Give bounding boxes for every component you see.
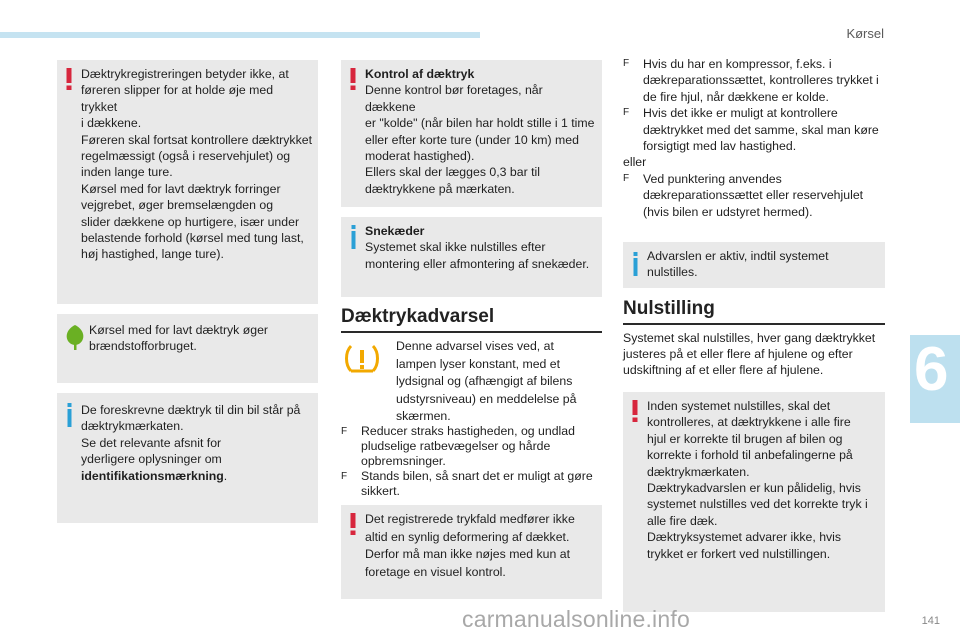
warning-box-visual-check	[341, 505, 602, 599]
page-number: 141	[921, 615, 940, 627]
chapter-tab	[910, 335, 960, 423]
info-i-icon	[67, 403, 73, 427]
identification-link-text: identifikationsmærkning	[81, 468, 224, 483]
warning-exclamation-icon	[65, 68, 73, 90]
list-item: F Reducer straks hastigheden, og undlad pludselige ratbevægelser og hårde opbremsninger.	[341, 424, 575, 468]
info-text: Snekæder Systemet skal ikke nulstilles efter montering eller afmontering af snekæder.	[365, 224, 590, 271]
warning-text: Kontrol af dæktryk Denne kontrol bør foretages, når dækkene er "kolde" (når bilen har holdt stille i 1 time eller efter korte ture (under 10 km) med moderat hastighed). Ellers skal der lægges 0,3 bar til dæktrykkene på mærkaten.	[365, 67, 595, 196]
header-accent-bar	[0, 32, 480, 38]
info-i-icon	[351, 225, 357, 249]
eco-box-fuel	[57, 314, 318, 383]
section-heading-tyre-alert: Dæktrykadvarsel	[341, 306, 495, 327]
list-item: F Ved punktering anvendes dækreparationssættet eller reservehjulet (hvis bilen er udstyret hermed).	[623, 171, 864, 219]
list-item: F Stands bilen, så snart det er muligt at gøre sikkert.	[341, 469, 593, 498]
tyre-alert-description: Denne advarsel vises ved, at lampen lyser konstant, med et lydsignal og (afhængigt af bilens udstyrsniveau) en meddelelse på skærmen.	[396, 339, 577, 423]
tyre-check-instructions	[623, 56, 885, 220]
list-item: F Hvis det ikke er muligt at kontrollere dæktrykket med det samme, skal man køre forsigtigt med lav hastighed.	[623, 106, 879, 154]
info-i-icon	[633, 252, 639, 276]
warning-text: Det registrerede trykfald medfører ikke altid en synlig deformering af dækket. Derfor må man ikke nøjes med kun at foretage en visuel kontrol.	[365, 512, 575, 579]
reset-paragraph: Systemet skal nulstilles, hver gang dæktrykket justeres på et eller flere af hjulene og efter udskiftning af et eller flere af hjulene.	[623, 331, 876, 377]
tyre-alert-actions-list	[341, 424, 603, 499]
warning-box-pressure-check	[341, 60, 602, 207]
warning-exclamation-icon	[349, 68, 357, 90]
section-heading-rule	[623, 323, 885, 325]
warning-box-reset	[623, 392, 885, 612]
tyre-pressure-warning-lamp-icon	[344, 343, 380, 375]
warning-text: Inden systemet nulstilles, skal det kontrolleres, at dæktrykkene i alle fire hjul er korrekte til brugen af bilen og korrekte i forhold til anbefalingerne på dæktrykmærkaten. Dæktrykadvarslen er kun pålidelig, hvis systemet nulstilles ved det korrekte tryk i alle fire dæk. Dæktryksystemet advarer ikke, hvis trykket er forkert ved nulstillingen.	[647, 399, 868, 561]
section-heading-rule	[341, 331, 602, 333]
warning-box-tyre-registration	[57, 60, 318, 304]
or-text: eller	[623, 155, 647, 170]
eco-text: Kørsel med for lavt dæktryk øger brændstofforbruget.	[89, 323, 269, 354]
watermark: carmanualsonline.info	[462, 606, 690, 632]
info-box-tyre-label	[57, 393, 318, 523]
info-box-snow-chains	[341, 217, 602, 297]
info-box-alert-active	[623, 242, 885, 288]
list-item: F Hvis du har en kompressor, f.eks. i dækreparationssættet, kontrolleres trykket i de fire hjul, når dækkene er kolde.	[623, 57, 879, 104]
info-text: De foreskrevne dæktryk til din bil står på dæktrykmærkaten. Se det relevante afsnit for yderligere oplysninger om identifikationsmærkning.	[81, 403, 301, 483]
section-heading-reset: Nulstilling	[623, 298, 715, 319]
chapter-label: Kørsel	[846, 26, 884, 41]
warning-exclamation-icon	[631, 400, 639, 422]
info-text: Advarslen er aktiv, indtil systemet nulstilles.	[647, 249, 829, 280]
warning-text: Dæktrykregistreringen betyder ikke, at føreren slipper for at holde øje med trykket i dækkene. Føreren skal fortsat kontrollere dæktrykket regelmæssigt (også i reservehjulet) og inden lange ture. Kørsel med for lavt dæktryk forringer vejgrebet, øger bremselængden og slider dækkene op hurtigere, især under belastende forhold (kørsel med tung last, høj hastighed, lange ture).	[81, 67, 312, 262]
warning-exclamation-icon	[349, 513, 357, 535]
chapter-number: 6	[914, 335, 949, 404]
eco-leaf-icon	[64, 324, 86, 350]
